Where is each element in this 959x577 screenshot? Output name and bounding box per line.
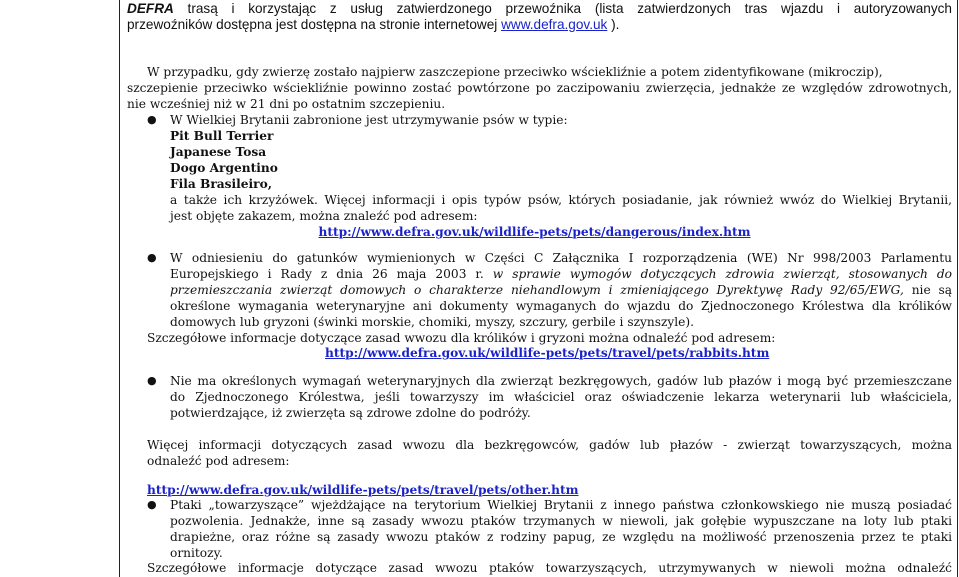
dangerous-dogs-link[interactable]: http://www.defra.gov.uk/wildlife-pets/pets/dangerous/index.htm [318, 225, 751, 239]
rodents-detail: Szczegółowe informacje dotyczące zasad wwozu dla królików i gryzoni można odnaleźć pod adresem: [147, 331, 776, 345]
dogs-link-line [55, 224, 959, 241]
rodents-line-3: przemieszczania zwierząt domowych o charakterze niehandlowym i zmieniającego Dyrektywę Rady 92/65/EWG, nie są [170, 283, 952, 297]
defra-bold: DEFRA [127, 1, 174, 16]
birds-line-4: ornitozy. [170, 546, 223, 560]
para-rabies-line-2: szczepienie przeciwko wściekliźnie powinno zostać powtórzone po zaczipowaniu zwierzęcia, jednakże ze względów zdrowotnych, [127, 81, 952, 95]
rodents-line-4: określone wymagania weterynaryjne ani dokumenty wymaganych do wjazdu do Zjednoczonego Królestwa dla królików [170, 299, 952, 313]
bullet-icon: ● [147, 498, 157, 511]
other-pets-link[interactable]: http://www.defra.gov.uk/wildlife-pets/pets/travel/pets/other.htm [147, 483, 579, 497]
table-border-right [957, 0, 958, 577]
bullet-icon: ● [147, 113, 157, 126]
table-border-left [119, 0, 120, 577]
birds-line-3: drapieżne, oraz różne są zasady wwozu ptaków z rodziny papug, ze względu na możliwość przenoszenia przez te ptaki [170, 530, 952, 544]
para-rabies-line-3: nie wcześniej niż w 21 dni po ostatnim szczepieniu. [127, 97, 446, 111]
bullet-icon: ● [147, 374, 157, 387]
invert-line-1: Nie ma określonych wymagań weterynaryjnych dla zwierząt bezkręgowych, gadów lub płazów i mogą być przemieszczane [170, 374, 952, 388]
birds-line-1: Ptaki „towarzyszące” wjeżdżające na terytorium Wielkiej Brytanii z innego państwa członkowskiego nie muszą posiadać [170, 498, 952, 512]
dogs-intro: W Wielkiej Brytanii zabronione jest utrzymywanie psów w typie: [170, 113, 568, 127]
more-info-line-2: odnaleźć pod adresem: [147, 454, 290, 468]
breed-4: Fila Brasileiro, [170, 177, 272, 191]
dogs-line-b: jest objęte zakazem, można znaleźć pod adresem: [170, 209, 478, 223]
top-line-2: przewoźników dostępna jest dostępna na stronie internetowej www.defra.gov.uk ). [127, 17, 620, 32]
breed-3: Dogo Argentino [170, 161, 278, 175]
invert-line-3: potwierdzające, iż zwierzęta są zdrowe zdolne do podróży. [170, 406, 531, 420]
rodents-line-2: Europejskiego i Rady z dnia 26 maja 2003 r. w sprawie wymogów dotyczących zdrowia zwierząt, stosowanych do [170, 267, 952, 281]
defra-link[interactable]: www.defra.gov.uk [501, 17, 608, 32]
birds-line-2: pozwolenia. Jednakże, inne są zasady wwozu ptaków trzymanych w niewoli, jak gołębie wypuszczane na loty lub ptaki [170, 514, 952, 528]
breed-1: Pit Bull Terrier [170, 129, 274, 143]
invert-line-2: do Zjednoczonego Królestwa, jeśli towarzyszy im właściciel oraz oświadczenie lekarza weterynarii lub właściciela, [170, 390, 952, 404]
rodents-line-1: W odniesieniu do gatunków wymienionych w Części C Załącznika I rozporządzenia (WE) Nr 998/2003 Parlamentu [170, 251, 952, 265]
rodents-line-5: domowych lub gryzoni (świnki morskie, chomiki, myszy, szczury, gerbile i szynszyle). [170, 315, 695, 329]
last-line: Szczegółowe informacje dotyczące zasad wwozu ptaków towarzyszących, utrzymywanych w niewoli można odnaleźć [147, 561, 952, 575]
breed-2: Japanese Tosa [170, 145, 267, 159]
rabbits-link[interactable]: http://www.defra.gov.uk/wildlife-pets/pets/travel/pets/rabbits.htm [325, 346, 770, 360]
dogs-line-a: a także ich krzyżówek. Więcej informacji i opis typów psów, których posiadanie, jak również wwóz do Wielkiej Brytanii, [170, 193, 952, 207]
rodents-link-line [325, 345, 952, 362]
more-info-line-1: Więcej informacji dotyczących zasad wwozu dla bezkręgowców, gadów lub płazów - zwierząt towarzyszących, można [147, 438, 952, 452]
bullet-icon: ● [147, 251, 157, 264]
para-rabies-line-1: W przypadku, gdy zwierzę zostało najpierw zaszczepione przeciwko wściekliźnie a potem zidentyfikowane (mikroczip), [147, 65, 883, 79]
top-line-1: DEFRA trasą i korzystając z usług zatwierdzonego przewoźnika (lista zatwierdzonych tras wjazdu i autoryzowanych [127, 1, 952, 16]
